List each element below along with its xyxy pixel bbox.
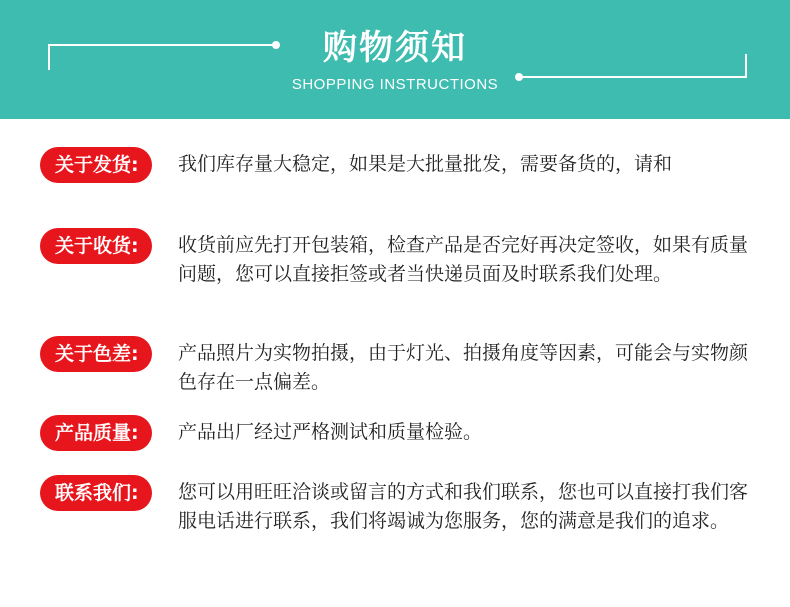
- section-text: 收货前应先打开包装箱，检查产品是否完好再决定签收，如果有质量问题，您可以直接拒签或者当快递员面及时联系我们处理。: [178, 234, 749, 285]
- section-label-badge: 关于收货:: [40, 228, 152, 264]
- section-label-badge: 产品质量:: [40, 415, 152, 451]
- page-title: 购物须知: [323, 28, 467, 68]
- title-block: [0, 28, 790, 93]
- section-text: 我们库存量大稳定，如果是大批量批发，需要备货的，请和: [178, 153, 673, 175]
- page-subtitle: SHOPPING INSTRUCTIONS: [291, 76, 499, 93]
- section-text: 产品出厂经过严格测试和质量检验。: [178, 421, 483, 443]
- section-label-badge: 关于色差:: [40, 336, 152, 372]
- section-text: 产品照片为实物拍摄，由于灯光、拍摄角度等因素，可能会与实物颜色存在一点偏差。: [178, 342, 749, 393]
- section-text: 您可以用旺旺洽谈或留言的方式和我们联系，您也可以直接打我们客服电话进行联系，我们将竭诚为您服务，您的满意是我们的追求。: [178, 481, 749, 532]
- header-banner: [0, 0, 790, 119]
- section-label-badge: 联系我们:: [40, 475, 152, 511]
- section-label-badge: 关于发货:: [40, 147, 152, 183]
